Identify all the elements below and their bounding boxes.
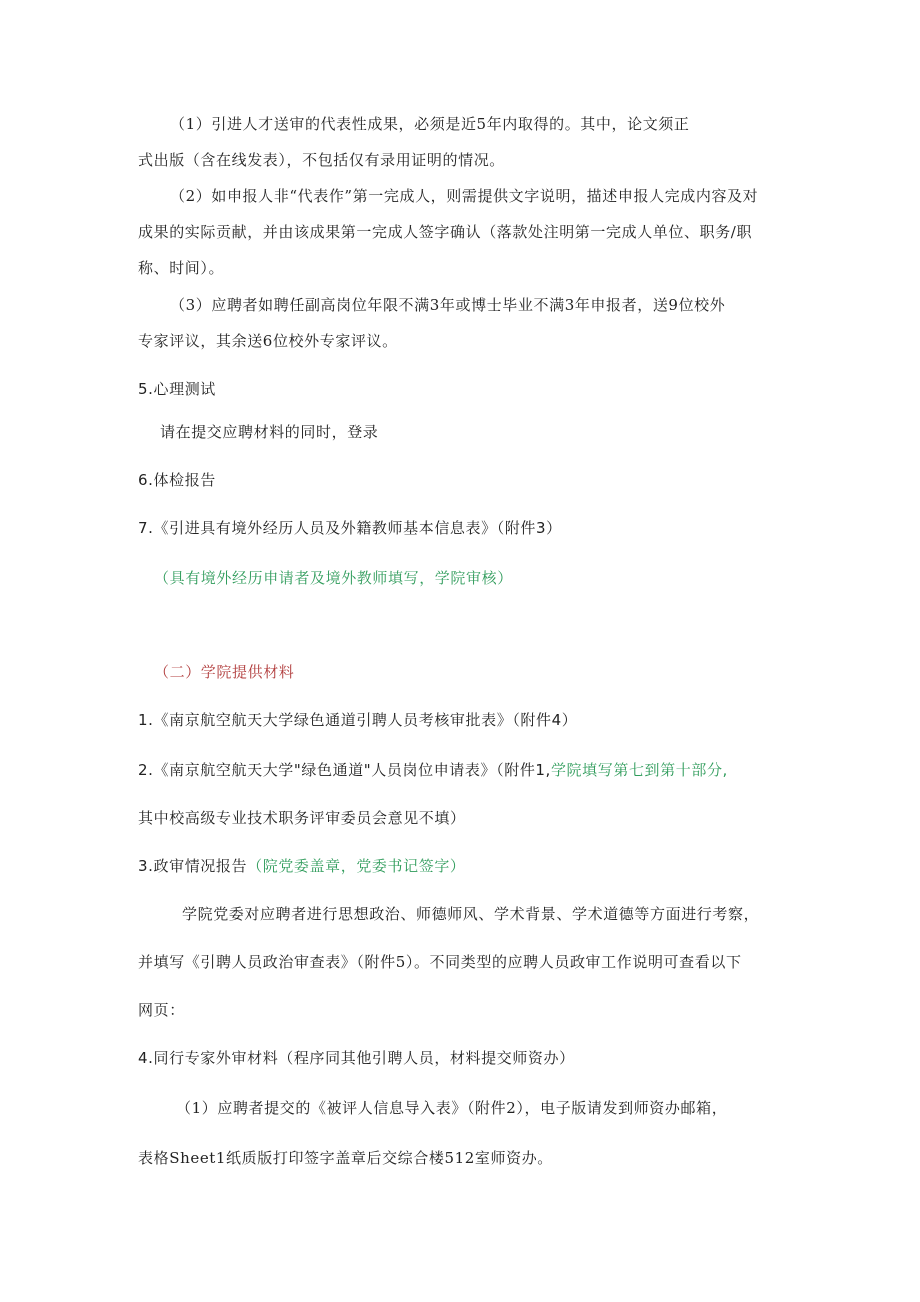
item7-note: （具有境外经历申请者及境外教师填写，学院审核） xyxy=(154,569,513,587)
c3-title-line xyxy=(138,856,466,876)
c4-body2: 表格Sheet1纸质版打印签字盖章后交综合楼512室师资办。 xyxy=(138,1149,553,1167)
c2-title: 2.《南京航空航天大学"绿色通道"人员岗位申请表》（附件1, xyxy=(138,761,551,779)
c1-title: 1.《南京航空航天大学绿色通道引聘人员考核审批表》（附件4） xyxy=(138,711,578,729)
section2-heading: （二）学院提供材料 xyxy=(154,663,295,681)
c4-body1: （1）应聘者提交的《被评人信息导入表》（附件2），电子版请发到师资办邮箱， xyxy=(176,1099,728,1117)
c2-line2: 其中校高级专业技术职务评审委员会意见不填） xyxy=(138,809,466,827)
para3-line2: 专家评议，其余送6位校外专家评议。 xyxy=(138,332,398,350)
para3-line1: （3）应聘者如聘任副高岗位年限不满3年或博士毕业不满3年申报者，送9位校外 xyxy=(170,296,726,314)
c3-body2: 并填写《引聘人员政治审查表》（附件5）。不同类型的应聘人员政审工作说明可查看以下 xyxy=(138,953,742,971)
para1-line2: 式出版（含在线发表），不包括仅有录用证明的情况。 xyxy=(138,151,505,169)
para2-line3: 称、时间）。 xyxy=(138,259,225,277)
c3-body3: 网页： xyxy=(138,1001,185,1019)
c3-body1: 学院党委对应聘者进行思想政治、师德师风、学术背景、学术道德等方面进行考察， xyxy=(182,905,760,923)
item5-title: 5.心理测试 xyxy=(138,380,216,398)
para2-line1: （2）如申报人非“代表作”第一完成人，则需提供文字说明，描述申报人完成内容及对 xyxy=(170,187,759,205)
c4-title: 4.同行专家外审材料（程序同其他引聘人员，材料提交师资办） xyxy=(138,1049,575,1067)
c3-title: 3.政审情况报告 xyxy=(138,857,248,875)
para2-line2: 成果的实际贡献，并由该成果第一完成人签字确认（落款处注明第一完成人单位、职务/职 xyxy=(138,223,753,241)
item7-title: 7.《引进具有境外经历人员及外籍教师基本信息表》（附件3） xyxy=(138,519,562,537)
c2-note: 学院填写第七到第十部分, xyxy=(550,761,728,779)
para1-line1: （1）引进人才送审的代表性成果，必须是近5年内取得的。其中，论文须正 xyxy=(170,115,690,133)
c2-title-line xyxy=(138,760,728,780)
c3-note: （院党委盖章，党委书记签字） xyxy=(247,857,466,875)
item6-title: 6.体检报告 xyxy=(138,471,216,489)
item5-body: 请在提交应聘材料的同时，登录 xyxy=(160,423,379,441)
